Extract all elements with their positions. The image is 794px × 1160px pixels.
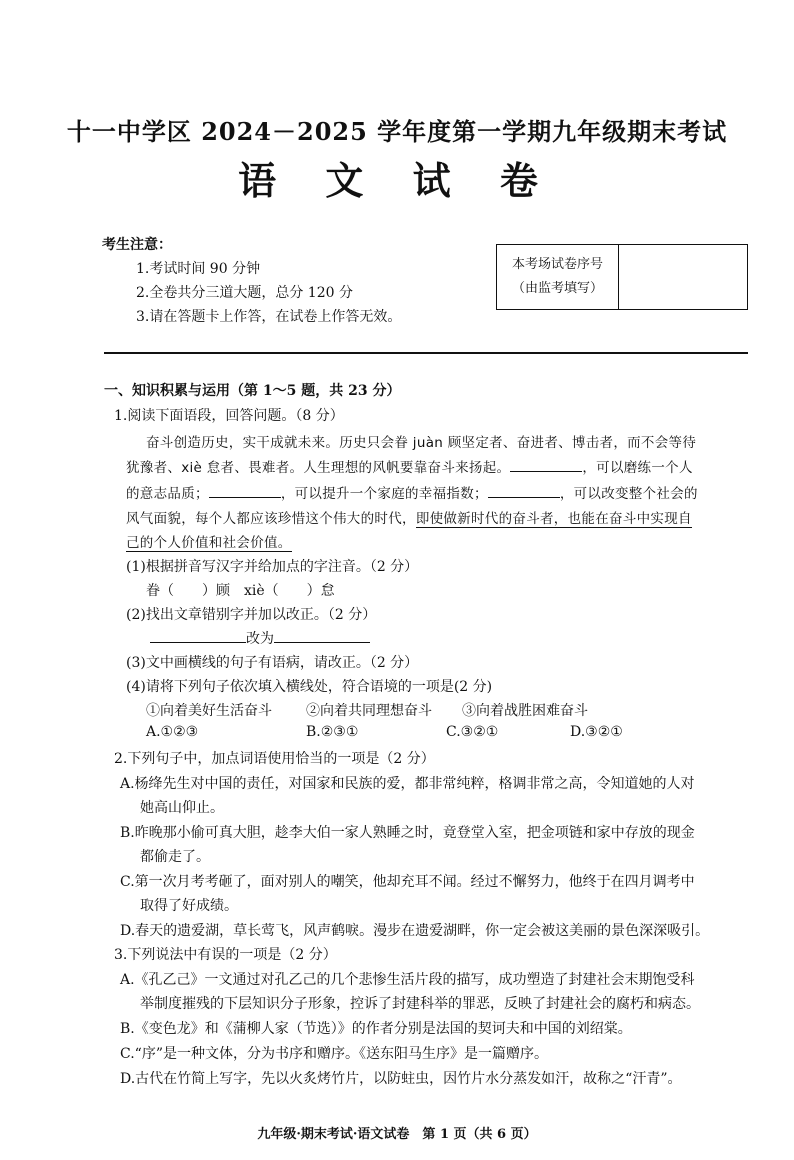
q3-option: C.“序”是一种文体，分为书序和赠序。《送东阳马生序》是一篇赠序。 xyxy=(120,1046,548,1062)
q2-option-cont: 都偷走了。 xyxy=(140,849,210,865)
choice-c[interactable]: C.③②① xyxy=(446,724,499,740)
choice-d[interactable]: D.③②① xyxy=(570,724,623,740)
q1-sub1: (1)根据拼音写汉字并给加点的字注音。（2 分） xyxy=(126,559,419,575)
fill-blank[interactable] xyxy=(510,459,582,472)
q3-option: D.古代在竹简上写字，先以火炙烤竹片，以防蛀虫，因竹片水分蒸发如汗，故称之“汗青”。 xyxy=(120,1071,682,1087)
q1-sub2-answer xyxy=(150,628,370,648)
q3-stem: 3.下列说法中有误的一项是（2 分） xyxy=(114,947,337,963)
q1-passage-line xyxy=(126,531,292,551)
notice-item: 2.全卷共分三道大题，总分 120 分 xyxy=(136,285,353,301)
seat-number-box xyxy=(496,244,748,310)
q3-option: B.《变色龙》和《蒲柳人家（节选）》的作者分别是法国的契诃夫和中国的刘绍棠。 xyxy=(120,1021,632,1037)
q1-sub3: (3)文中画横线的句子有语病，请改正。（2 分） xyxy=(126,655,419,671)
q2-stem: 2.下列句子中，加点词语使用恰当的一项是（2 分） xyxy=(114,751,435,767)
q3-option: A.《孔乙己》一文通过对孔乙己的几个悲惨生活片段的描写，成功塑造了封建社会末期饱受科 xyxy=(120,972,695,988)
passage-text: 犹豫者、xiè 怠者、畏难者。人生理想的风帆要靠奋斗来扬起。 xyxy=(126,460,511,476)
q1-passage-line xyxy=(126,482,698,502)
choice-b[interactable]: B.②③① xyxy=(306,724,359,740)
divider xyxy=(104,352,748,354)
passage-text: ，可以改变整个社会的 xyxy=(559,486,698,502)
fill-blank[interactable] xyxy=(209,485,281,498)
q2-option: B.昨晚那小偷可真大胆，趁李大伯一家人熟睡之时，竟登堂入室，把金项链和家中存放的现金 xyxy=(120,825,695,841)
fill-blank[interactable] xyxy=(274,630,370,643)
q1-passage-line: 奋斗创造历史，实干成就未来。历史只会眷 juàn 顾坚定者、奋进者、博击者，而不会等待 xyxy=(146,435,697,451)
exam-title: 十一中学区 2024－2025 学年度第一学期九年级期末考试 xyxy=(66,117,728,146)
exam-subtitle: 语 文 试 卷 xyxy=(238,158,556,203)
q1-passage-line xyxy=(126,507,692,527)
passage-text: ，可以提升一个家庭的幸福指数； xyxy=(280,486,488,502)
seat-label-line2: （由监考填写） xyxy=(511,281,603,296)
q2-option-cont: 取得了好成绩。 xyxy=(140,898,238,914)
passage-text: 的意志品质； xyxy=(126,486,209,502)
q2-option: C.第一次月考考砸了，面对别人的嘲笑，他却充耳不闻。经过不懈努力，他终于在四月调考中 xyxy=(120,874,695,890)
q1-sub4-option: ②向着共同理想奋斗 xyxy=(306,703,432,719)
underlined-sentence: 即使做新时代的奋斗者，也能在奋斗中实现自 xyxy=(415,511,692,527)
q3-option-cont: 举制度摧残的下层知识分子形象，控诉了封建科举的罪恶，反映了封建社会的腐朽和病态。 xyxy=(140,996,700,1012)
change-to-label: 改为 xyxy=(246,631,274,647)
q1-passage-line xyxy=(126,456,693,476)
choice-a[interactable]: A.①②③ xyxy=(146,724,199,740)
q1-sub4-option: ③向着战胜困难奋斗 xyxy=(462,703,588,719)
q2-option-cont: 她高山仰止。 xyxy=(140,800,224,816)
notice-item: 3.请在答题卡上作答，在试卷上作答无效。 xyxy=(136,309,402,325)
notice-heading: 考生注意： xyxy=(102,237,172,253)
seat-number-field[interactable] xyxy=(620,245,747,309)
q1-sub1-b: xiè（ ）怠 xyxy=(244,583,335,599)
passage-text: ，可以磨练一个人 xyxy=(582,460,693,476)
fill-blank[interactable] xyxy=(488,485,560,498)
notice-item: 1.考试时间 90 分钟 xyxy=(136,261,261,277)
underlined-sentence: 己的个人价值和社会价值。 xyxy=(126,535,292,551)
seat-number-label xyxy=(497,245,619,309)
seat-label-line1: 本考场试卷序号 xyxy=(511,257,603,272)
page-footer: 九年级·期末考试·语文试卷 第 1 页（共 6 页） xyxy=(257,1127,537,1142)
q1-sub2: (2)找出文章错别字并加以改正。（2 分） xyxy=(126,607,377,623)
q1-sub1-a: 眷（ ）顾 xyxy=(146,583,230,599)
section-heading: 一、知识积累与运用（第 1～5 题，共 23 分） xyxy=(104,383,401,399)
q1-stem: 1.阅读下面语段，回答问题。（8 分） xyxy=(114,408,344,424)
q2-option: D.春天的遗爱湖，草长莺飞，风声鹤唳。漫步在遗爱湖畔，你一定会被这美丽的景色深深吸引。 xyxy=(120,923,710,939)
fill-blank[interactable] xyxy=(150,630,246,643)
q1-sub4-option: ①向着美好生活奋斗 xyxy=(146,703,272,719)
q2-option: A.杨绛先生对中国的责任，对国家和民族的爱，都非常纯粹，格调非常之高，令知道她的人对 xyxy=(120,776,695,792)
q1-sub4: (4)请将下列句子依次填入横线处，符合语境的一项是(2 分) xyxy=(126,679,493,695)
passage-text: 风气面貌，每个人都应该珍惜这个伟大的时代， xyxy=(126,511,416,527)
